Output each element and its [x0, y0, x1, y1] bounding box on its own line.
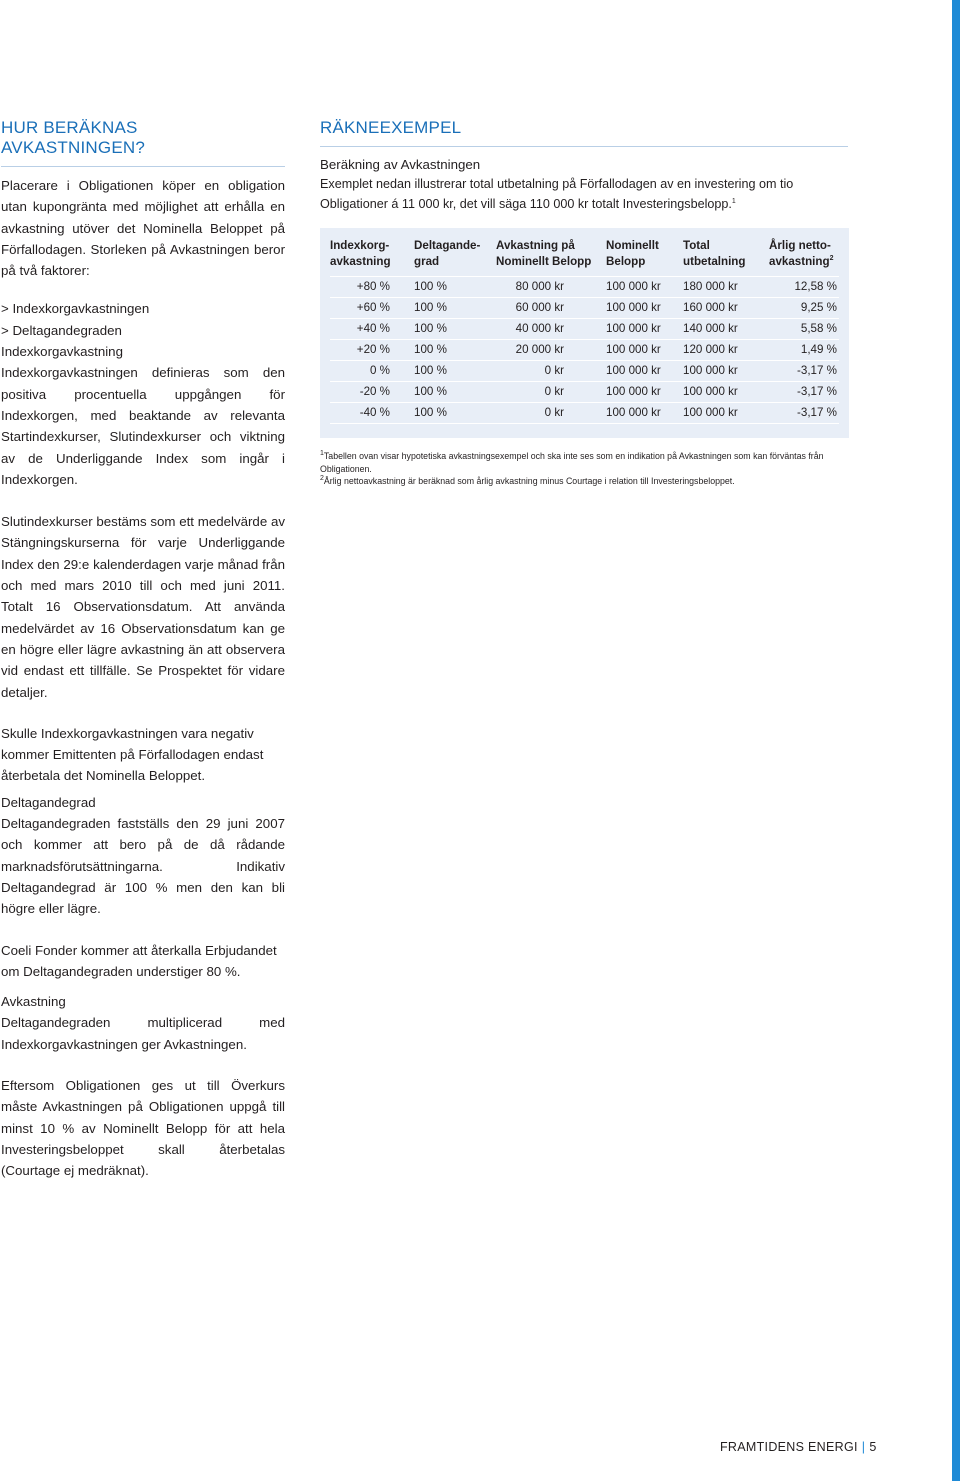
cell-deltagandegrad: 100 %	[414, 403, 496, 424]
cell-deltagandegrad: 100 %	[414, 319, 496, 340]
cell-indexkorgavkastning: -20 %	[330, 382, 414, 403]
cell-avkastning: 60 000 kr	[496, 298, 606, 319]
delta-paragraph: Deltagandegraden fastställs den 29 juni 2007 och kommer att bero på de då rådande marknadsförutsättningarna. Indikativ Deltagandegrad är 100 % men den kan bli högre eller lägre.	[1, 816, 285, 917]
cell-total-utbetalning: 160 000 kr	[683, 298, 769, 319]
right-column	[320, 118, 848, 488]
cell-indexkorgavkastning: +80 %	[330, 277, 414, 298]
subheading-avkastning: Avkastning	[1, 994, 66, 1010]
footer-separator: |	[861, 1440, 866, 1454]
subheading-berakning: Beräkning av Avkastningen	[320, 157, 481, 172]
cell-deltagandegrad: 100 %	[414, 298, 496, 319]
example-intro	[320, 175, 848, 214]
footnotes	[320, 450, 848, 488]
overkurs-paragraph: Eftersom Obligationen ges ut till Överkurs måste Avkastningen på Obligationen uppgå till minst 10 % av Nominellt Belopp för att hela Investeringsbeloppet skall återbetalas (Courtage ej medräknat).	[1, 1077, 285, 1179]
cell-arlig-nettoavkastning: 1,49 %	[769, 340, 839, 361]
factor-item-delta: > Deltagandegraden	[1, 322, 122, 338]
cell-nominellt-belopp: 100 000 kr	[606, 403, 683, 424]
cell-nominellt-belopp: 100 000 kr	[606, 340, 683, 361]
slutindex-paragraph: Slutindexkurser bestäms som ett medelvärde av Stängningskurserna för varje Underliggande Index den 29:e kalenderdagen varje månad från och med mars 2010 till och med juni 2011. Totalt 16 Observationsdatum. Att använda medelvärdet av 16 Observationsdatum kan ge en högre eller lägre avkastning än att observera vid endast ett tillfälle. Se Prospektet för vidare detaljer.	[1, 514, 285, 700]
cell-deltagandegrad: 100 %	[414, 361, 496, 382]
table-row	[330, 340, 839, 361]
page-edge-bar	[952, 0, 960, 1481]
table-row	[330, 319, 839, 340]
cell-total-utbetalning: 100 000 kr	[683, 403, 769, 424]
section-heading-rakneexempel: RÄKNEEXEMPEL	[320, 118, 848, 147]
example-table	[330, 236, 839, 424]
factor-item-index: > Indexkorgavkastningen	[1, 301, 150, 317]
intro-paragraph: Placerare i Obligationen köper en obligation utan kupongränta med möjlighet att erhålla en avkastning utöver det Nominella Beloppet på Förfallodagen. Storleken på Avkastningen beror på två faktorer:	[1, 178, 285, 279]
col-header-deltagandegrad: Deltagande- grad	[414, 239, 481, 268]
footnote-1: $^1$Tabellen ovan visar hypotetiska avkastningsexempel och ska inte ses som en indikation på Avkastningen som kan förväntas från Obligationen.	[320, 450, 824, 474]
cell-avkastning: 20 000 kr	[496, 340, 606, 361]
cell-nominellt-belopp: 100 000 kr	[606, 382, 683, 403]
table-row	[330, 298, 839, 319]
cell-arlig-nettoavkastning: 12,58 %	[769, 277, 839, 298]
cell-avkastning: 80 000 kr	[496, 277, 606, 298]
cell-total-utbetalning: 180 000 kr	[683, 277, 769, 298]
col-header-avkastning-nominellt: Avkastning på Nominellt Belopp	[496, 239, 592, 268]
cell-nominellt-belopp: 100 000 kr	[606, 319, 683, 340]
table-row	[330, 382, 839, 403]
negative-paragraph: Skulle Indexkorgavkastningen vara negativ kommer Emittenten på Förfallodagen endast återbetala det Nominella Beloppet.	[1, 725, 264, 784]
cell-total-utbetalning: 120 000 kr	[683, 340, 769, 361]
cell-avkastning: 0 kr	[496, 382, 606, 403]
index-paragraph: Indexkorgavkastningen definieras som den positiva procentuella uppgången för Indexkorgen, med beaktande av relevanta Startindexkurser, Slutindexkurser och viktning av de Underliggande Index som ingår i Indexkorgen.	[1, 365, 285, 487]
col-header-total-utbetalning: Total utbetalning	[683, 239, 746, 268]
cell-deltagandegrad: 100 %	[414, 340, 496, 361]
footer-title: FRAMTIDENS ENERGI	[720, 1440, 858, 1454]
cell-nominellt-belopp: 100 000 kr	[606, 361, 683, 382]
page-number: 5	[869, 1440, 877, 1454]
cell-avkastning: 40 000 kr	[496, 319, 606, 340]
footnote-2: $^2$Årlig nettoavkastning är beräknad som årlig avkastning minus Courtage i relation till Investeringsbeloppet.	[320, 475, 735, 486]
table-row	[330, 277, 839, 298]
page-footer	[720, 1440, 877, 1454]
cell-avkastning: 0 kr	[496, 361, 606, 382]
footnote-ref-1: 1	[731, 197, 736, 205]
cell-avkastning: 0 kr	[496, 403, 606, 424]
left-column	[1, 118, 285, 1181]
cell-total-utbetalning: 100 000 kr	[683, 382, 769, 403]
subheading-indexkorgavkastning: Indexkorgavkastning	[1, 344, 123, 360]
cell-arlig-nettoavkastning: 9,25 %	[769, 298, 839, 319]
cell-arlig-nettoavkastning: 5,58 %	[769, 319, 839, 340]
subheading-deltagandegrad: Deltagandegrad	[1, 794, 96, 810]
table-row	[330, 403, 839, 424]
cell-indexkorgavkastning: 0 %	[330, 361, 414, 382]
example-table-panel	[320, 228, 849, 438]
col-header-arlig-nettoavkastning: Årlig netto- avkastning$^2$	[769, 239, 834, 268]
cell-arlig-nettoavkastning: -3,17 %	[769, 403, 839, 424]
cell-indexkorgavkastning: -40 %	[330, 403, 414, 424]
cell-indexkorgavkastning: +20 %	[330, 340, 414, 361]
avkastning-paragraph: Deltagandegraden multiplicerad med Indexkorgavkastningen ger Avkastningen.	[1, 1015, 285, 1052]
factor-list	[1, 298, 285, 341]
cell-indexkorgavkastning: +60 %	[330, 298, 414, 319]
cell-nominellt-belopp: 100 000 kr	[606, 277, 683, 298]
section-heading-avkastning: HUR BERÄKNAS AVKASTNINGEN?	[1, 118, 285, 167]
cell-total-utbetalning: 100 000 kr	[683, 361, 769, 382]
table-row	[330, 361, 839, 382]
col-header-indexkorgavkastning: Indexkorg- avkastning	[330, 239, 391, 268]
cell-arlig-nettoavkastning: -3,17 %	[769, 382, 839, 403]
cell-nominellt-belopp: 100 000 kr	[606, 298, 683, 319]
example-intro-text: Exemplet nedan illustrerar total utbetalning på Förfallodagen av en investering om tio Obligationer á 11 000 kr, det vill säga 110 000 kr totalt Investeringsbelopp.	[320, 177, 794, 211]
col-header-nominellt-belopp: Nominellt Belopp	[606, 239, 659, 268]
cell-deltagandegrad: 100 %	[414, 382, 496, 403]
cell-total-utbetalning: 140 000 kr	[683, 319, 769, 340]
cell-indexkorgavkastning: +40 %	[330, 319, 414, 340]
cell-deltagandegrad: 100 %	[414, 277, 496, 298]
coeli-paragraph: Coeli Fonder kommer att återkalla Erbjudandet om Deltagandegraden understiger 80 %.	[1, 942, 277, 979]
cell-arlig-nettoavkastning: -3,17 %	[769, 361, 839, 382]
table-header-row	[330, 236, 839, 277]
